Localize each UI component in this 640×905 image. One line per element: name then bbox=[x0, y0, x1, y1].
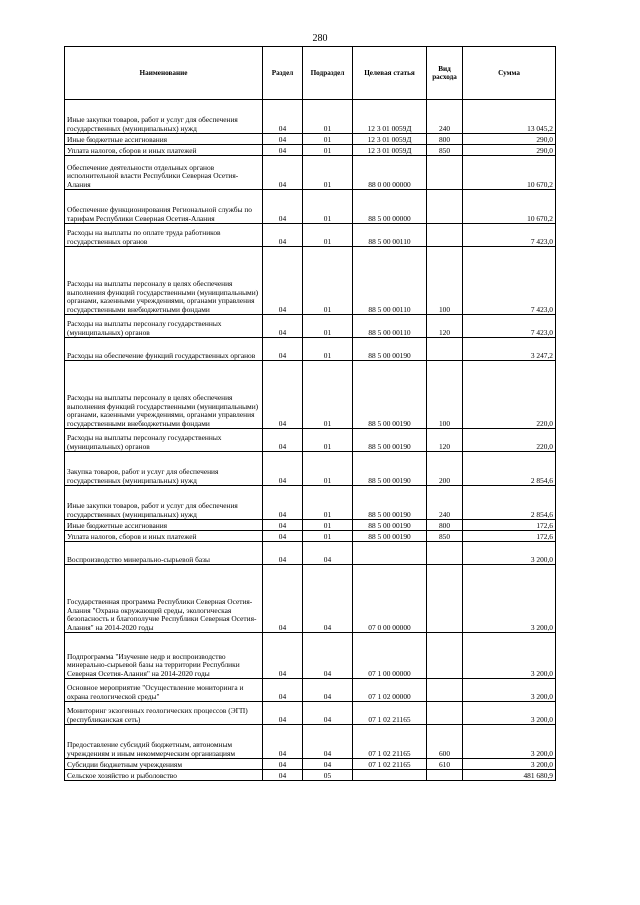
table-row bbox=[65, 770, 556, 781]
cell-name: Расходы на выплаты персоналу в целях обеспечения выполнения функций государственными (муниципальными) органами, казенными учреждениями, органами управления государственными внебюджетными фондами bbox=[65, 361, 263, 429]
cell-target: 88 5 00 00110 bbox=[353, 224, 427, 247]
cell-section: 04 bbox=[263, 452, 303, 486]
cell-kind bbox=[427, 190, 463, 224]
table-row bbox=[65, 565, 556, 633]
cell-sum: 2 854,6 bbox=[463, 452, 556, 486]
cell-kind: 800 bbox=[427, 520, 463, 531]
table-row bbox=[65, 725, 556, 759]
cell-subsection: 04 bbox=[303, 542, 353, 565]
cell-kind bbox=[427, 565, 463, 633]
cell-name: Закупка товаров, работ и услуг для обеспечения государственных (муниципальных) нужд bbox=[65, 452, 263, 486]
cell-name: Расходы на обеспечение функций государственных органов bbox=[65, 338, 263, 361]
cell-subsection: 01 bbox=[303, 531, 353, 542]
cell-subsection: 01 bbox=[303, 361, 353, 429]
cell-sum: 3 200,0 bbox=[463, 759, 556, 770]
cell-target bbox=[353, 770, 427, 781]
cell-name: Мониторинг экзогенных геологических процессов (ЭГП) (республиканская сеть) bbox=[65, 702, 263, 725]
cell-subsection: 01 bbox=[303, 338, 353, 361]
cell-name: Обеспечение функционирования Региональной службы по тарифам Республики Северная Осетия-Алания bbox=[65, 190, 263, 224]
cell-name: Иные бюджетные ассигнования bbox=[65, 520, 263, 531]
cell-subsection: 01 bbox=[303, 520, 353, 531]
cell-section: 04 bbox=[263, 531, 303, 542]
cell-name: Уплата налогов, сборов и иных платежей bbox=[65, 145, 263, 156]
cell-kind: 200 bbox=[427, 452, 463, 486]
cell-target: 07 1 00 00000 bbox=[353, 633, 427, 679]
cell-subsection: 01 bbox=[303, 429, 353, 452]
cell-subsection: 01 bbox=[303, 247, 353, 315]
cell-subsection: 04 bbox=[303, 759, 353, 770]
cell-kind: 100 bbox=[427, 361, 463, 429]
cell-target: 07 1 02 21165 bbox=[353, 725, 427, 759]
cell-section: 04 bbox=[263, 725, 303, 759]
table-row bbox=[65, 145, 556, 156]
cell-target: 88 5 00 00190 bbox=[353, 361, 427, 429]
table-row bbox=[65, 531, 556, 542]
cell-target: 88 5 00 00190 bbox=[353, 452, 427, 486]
cell-subsection: 01 bbox=[303, 156, 353, 190]
cell-section: 04 bbox=[263, 361, 303, 429]
cell-name: Воспроизводство минерально-сырьевой базы bbox=[65, 542, 263, 565]
cell-kind bbox=[427, 224, 463, 247]
table-row bbox=[65, 134, 556, 145]
cell-section: 04 bbox=[263, 315, 303, 338]
table-row bbox=[65, 315, 556, 338]
cell-target: 88 5 00 00000 bbox=[353, 190, 427, 224]
cell-subsection: 04 bbox=[303, 702, 353, 725]
cell-sum: 3 200,0 bbox=[463, 542, 556, 565]
cell-section: 04 bbox=[263, 134, 303, 145]
cell-target: 88 5 00 00190 bbox=[353, 531, 427, 542]
cell-name: Подпрограмма "Изучение недр и воспроизводство минерально-сырьевой базы на территории Республики Северная Осетия-Алания" на 2014-2020 годы bbox=[65, 633, 263, 679]
cell-target: 88 5 00 00110 bbox=[353, 247, 427, 315]
cell-kind: 240 bbox=[427, 100, 463, 134]
cell-sum: 7 423,0 bbox=[463, 315, 556, 338]
cell-kind: 800 bbox=[427, 134, 463, 145]
cell-section: 04 bbox=[263, 156, 303, 190]
cell-section: 04 bbox=[263, 247, 303, 315]
cell-name: Уплата налогов, сборов и иных платежей bbox=[65, 531, 263, 542]
cell-kind: 610 bbox=[427, 759, 463, 770]
cell-subsection: 01 bbox=[303, 224, 353, 247]
cell-name: Расходы на выплаты персоналу государственных (муниципальных) органов bbox=[65, 429, 263, 452]
cell-section: 04 bbox=[263, 770, 303, 781]
table-row bbox=[65, 633, 556, 679]
cell-sum: 2 854,6 bbox=[463, 486, 556, 520]
cell-sum: 13 045,2 bbox=[463, 100, 556, 134]
cell-subsection: 01 bbox=[303, 190, 353, 224]
cell-name: Иные бюджетные ассигнования bbox=[65, 134, 263, 145]
header-subsection: Подраздел bbox=[303, 47, 353, 100]
cell-target: 07 1 02 21165 bbox=[353, 702, 427, 725]
cell-section: 04 bbox=[263, 100, 303, 134]
cell-sum: 290,0 bbox=[463, 134, 556, 145]
cell-section: 04 bbox=[263, 338, 303, 361]
cell-section: 04 bbox=[263, 759, 303, 770]
cell-target: 88 5 00 00190 bbox=[353, 486, 427, 520]
cell-kind: 600 bbox=[427, 725, 463, 759]
cell-subsection: 04 bbox=[303, 725, 353, 759]
cell-kind bbox=[427, 702, 463, 725]
cell-sum: 3 200,0 bbox=[463, 679, 556, 702]
cell-subsection: 04 bbox=[303, 633, 353, 679]
cell-subsection: 01 bbox=[303, 100, 353, 134]
cell-sum: 172,6 bbox=[463, 531, 556, 542]
cell-kind bbox=[427, 633, 463, 679]
cell-sum: 220,0 bbox=[463, 429, 556, 452]
cell-kind bbox=[427, 338, 463, 361]
cell-kind: 850 bbox=[427, 531, 463, 542]
cell-kind: 850 bbox=[427, 145, 463, 156]
cell-kind: 100 bbox=[427, 247, 463, 315]
cell-kind: 120 bbox=[427, 429, 463, 452]
cell-sum: 3 200,0 bbox=[463, 633, 556, 679]
header-section: Раздел bbox=[263, 47, 303, 100]
table-row bbox=[65, 452, 556, 486]
table-row bbox=[65, 190, 556, 224]
cell-sum: 7 423,0 bbox=[463, 247, 556, 315]
cell-name: Иные закупки товаров, работ и услуг для обеспечения государственных (муниципальных) нужд bbox=[65, 100, 263, 134]
cell-subsection: 01 bbox=[303, 315, 353, 338]
cell-sum: 3 200,0 bbox=[463, 702, 556, 725]
header-target: Целевая статья bbox=[353, 47, 427, 100]
cell-target: 12 3 01 0059Д bbox=[353, 145, 427, 156]
cell-section: 04 bbox=[263, 429, 303, 452]
budget-table bbox=[64, 46, 556, 781]
table-row bbox=[65, 520, 556, 531]
cell-name: Государственная программа Республики Северная Осетия-Алания "Охрана окружающей среды, экологическая безопасность и благополучие Республики Северная Осетия-Алания" на 2014-2020 годы bbox=[65, 565, 263, 633]
cell-sum: 3 200,0 bbox=[463, 725, 556, 759]
cell-name: Расходы на выплаты персоналу государственных (муниципальных) органов bbox=[65, 315, 263, 338]
cell-sum: 3 247,2 bbox=[463, 338, 556, 361]
cell-sum: 481 680,9 bbox=[463, 770, 556, 781]
cell-section: 04 bbox=[263, 565, 303, 633]
cell-target: 07 0 00 00000 bbox=[353, 565, 427, 633]
cell-subsection: 01 bbox=[303, 452, 353, 486]
cell-section: 04 bbox=[263, 679, 303, 702]
cell-target: 88 0 00 00000 bbox=[353, 156, 427, 190]
table-row bbox=[65, 224, 556, 247]
cell-kind bbox=[427, 679, 463, 702]
cell-section: 04 bbox=[263, 145, 303, 156]
cell-section: 04 bbox=[263, 633, 303, 679]
cell-target: 88 5 00 00110 bbox=[353, 315, 427, 338]
cell-sum: 290,0 bbox=[463, 145, 556, 156]
cell-kind bbox=[427, 770, 463, 781]
cell-kind: 120 bbox=[427, 315, 463, 338]
cell-subsection: 01 bbox=[303, 145, 353, 156]
cell-subsection: 04 bbox=[303, 679, 353, 702]
table-row bbox=[65, 759, 556, 770]
table-row bbox=[65, 100, 556, 134]
cell-kind bbox=[427, 156, 463, 190]
table-row bbox=[65, 679, 556, 702]
cell-sum: 10 670,2 bbox=[463, 156, 556, 190]
cell-section: 04 bbox=[263, 224, 303, 247]
table-row bbox=[65, 702, 556, 725]
cell-kind bbox=[427, 542, 463, 565]
cell-sum: 3 200,0 bbox=[463, 565, 556, 633]
cell-subsection: 01 bbox=[303, 134, 353, 145]
table-row bbox=[65, 429, 556, 452]
cell-section: 04 bbox=[263, 486, 303, 520]
cell-section: 04 bbox=[263, 542, 303, 565]
cell-section: 04 bbox=[263, 702, 303, 725]
cell-subsection: 05 bbox=[303, 770, 353, 781]
table-row bbox=[65, 156, 556, 190]
cell-name: Предоставление субсидий бюджетным, автономным учреждениям и иным некоммерческим организациям bbox=[65, 725, 263, 759]
table-row bbox=[65, 338, 556, 361]
header-sum: Сумма bbox=[463, 47, 556, 100]
cell-name: Расходы на выплаты персоналу в целях обеспечения выполнения функций государственными (муниципальными) органами, казенными учреждениями, органами управления государственными внебюджетными фондами bbox=[65, 247, 263, 315]
cell-subsection: 04 bbox=[303, 565, 353, 633]
table-row bbox=[65, 486, 556, 520]
table-row bbox=[65, 542, 556, 565]
cell-target bbox=[353, 542, 427, 565]
cell-subsection: 01 bbox=[303, 486, 353, 520]
cell-sum: 10 670,2 bbox=[463, 190, 556, 224]
cell-name: Сельское хозяйство и рыболовство bbox=[65, 770, 263, 781]
cell-target: 88 5 00 00190 bbox=[353, 429, 427, 452]
cell-section: 04 bbox=[263, 520, 303, 531]
cell-section: 04 bbox=[263, 190, 303, 224]
cell-target: 88 5 00 00190 bbox=[353, 338, 427, 361]
cell-target: 12 3 01 0059Д bbox=[353, 100, 427, 134]
cell-target: 12 3 01 0059Д bbox=[353, 134, 427, 145]
cell-name: Иные закупки товаров, работ и услуг для обеспечения государственных (муниципальных) нужд bbox=[65, 486, 263, 520]
cell-name: Субсидии бюджетным учреждениям bbox=[65, 759, 263, 770]
cell-sum: 220,0 bbox=[463, 361, 556, 429]
table-header-row bbox=[65, 47, 556, 100]
table-row bbox=[65, 361, 556, 429]
cell-target: 07 1 02 00000 bbox=[353, 679, 427, 702]
cell-sum: 7 423,0 bbox=[463, 224, 556, 247]
cell-name: Основное мероприятие "Осуществление мониторинга и охрана геологической среды" bbox=[65, 679, 263, 702]
cell-kind: 240 bbox=[427, 486, 463, 520]
cell-name: Обеспечение деятельности отдельных органов исполнительной власти Республики Северная Осетия-Алания bbox=[65, 156, 263, 190]
table-row bbox=[65, 247, 556, 315]
cell-name: Расходы на выплаты по оплате труда работников государственных органов bbox=[65, 224, 263, 247]
cell-target: 07 1 02 21165 bbox=[353, 759, 427, 770]
cell-target: 88 5 00 00190 bbox=[353, 520, 427, 531]
header-kind: Вид расхода bbox=[427, 47, 463, 100]
header-name: Наименование bbox=[65, 47, 263, 100]
page-number: 280 bbox=[312, 33, 328, 44]
cell-sum: 172,6 bbox=[463, 520, 556, 531]
